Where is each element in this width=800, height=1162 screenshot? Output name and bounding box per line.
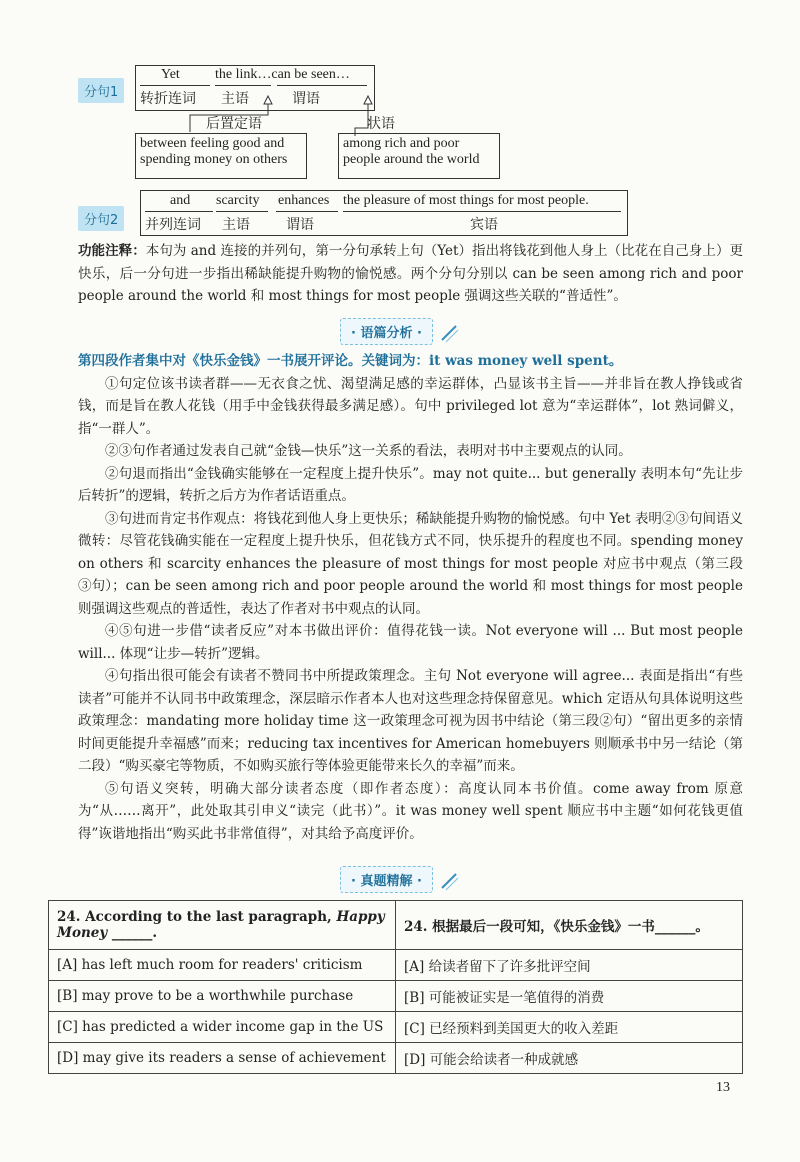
option-d-cn: [D] 可能会给读者一种成就感 <box>396 1043 743 1074</box>
post-attributive-box <box>135 133 307 179</box>
question-stem-en: 24. According to the last paragraph, Happy Money ______. <box>49 901 396 950</box>
analysis-intro: 第四段作者集中对《快乐金钱》一书展开评论。关键词为：it was money well spent。 <box>78 353 623 369</box>
clause1-word-link: the link…can be seen… <box>215 67 350 82</box>
post-attributive-line1: between feeling good and <box>140 136 285 151</box>
adverbial-line1: among rich and poor <box>343 136 460 151</box>
analysis-p4: ③句进而肯定书作观点：将钱花到他人身上更快乐；稀缺能提升购物的愉悦感。句中 Yet 表明②③句间语义微转：尽管花钱确实能在一定程度上提升快乐，但花钱方式不同，快乐提升的程度也不同。spending money on others 和 scarcity enhances the pleasure of most things for most people 对应书中观点（第三段③句）；can be seen among rich and poor people around the world 和 most things for most people 则强调这些观点的普适性，表达了作者对书中观点的认同。 <box>78 510 743 617</box>
analysis-p6: ④句指出很可能会有读者不赞同书中所提政策理念。主句 Not everyone will agree... 表面是指出“有些读者”可能并不认同书中政策理念，深层暗示作者本人也对这些理念持保留意见。which 定语从句具体说明这些政策理念：mandating more holiday time 这一政策理念可视为因书中结论（第三段②句）“留出更多的亲情时间更能提升幸福感”而来；reducing tax incentives for American homebuyers 则顺承书中另一结论（第二段）“购买豪宅等物质，不如购买旅行等体验更能带来长久的幸福”而来。 <box>78 668 743 774</box>
clause2-role-conj: 并列连词 <box>145 217 201 233</box>
clause2-role-subject: 主语 <box>222 217 250 233</box>
adverbial-box <box>338 133 500 179</box>
function-note <box>78 240 743 308</box>
clause2-role-object: 宾语 <box>470 217 498 233</box>
adverbial-line2: people around the world <box>343 152 480 167</box>
section-discourse-analysis <box>320 318 480 344</box>
option-b-cn: [B] 可能被证实是一笔值得的消费 <box>396 981 743 1012</box>
clause2-tag: 分句2 <box>78 206 124 231</box>
discourse-analysis-body <box>78 350 743 845</box>
clause1-role-subject: 主语 <box>221 91 249 107</box>
clause2-word-object: the pleasure of most things for most people. <box>343 193 589 208</box>
clause2-word-enhances: enhances <box>278 193 330 208</box>
post-attributive-line2: spending money on others <box>140 152 288 167</box>
analysis-p1: ①句定位该书读者群——无衣食之忧、渴望满足感的幸运群体，凸显该书主旨——并非旨在教人挣钱或省钱，而是旨在教人花钱（用手中金钱获得最多满足感）。句中 privileged lot 意为“幸运群体”，lot 熟词僻义，指“一群人”。 <box>78 375 743 437</box>
analysis-p5: ④⑤句进一步借“读者反应”对本书做出评价：值得花钱一读。Not everyone will ... But most people will... 体现“让步—转折”逻辑。 <box>78 623 743 662</box>
pen-icon <box>438 870 460 892</box>
adverbial-label: 状语 <box>367 116 395 132</box>
question-table <box>48 900 743 1074</box>
clause1-word-yet: Yet <box>161 67 180 82</box>
question-stem-cn: 24. 根据最后一段可知，《快乐金钱》一书______。 <box>396 901 743 950</box>
option-c-en: [C] has predicted a wider income gap in the US <box>49 1012 396 1043</box>
section-question-explained <box>320 866 480 892</box>
option-d-en: [D] may give its readers a sense of achievement <box>49 1043 396 1074</box>
option-a-en: [A] has left much room for readers' criticism <box>49 950 396 981</box>
clause2-word-and: and <box>170 193 191 208</box>
page-number: 13 <box>716 1080 730 1095</box>
analysis-p2: ②③句作者通过发表自己就“金钱—快乐”这一关系的看法，表明对书中主要观点的认同。 <box>105 443 632 459</box>
option-row <box>49 1012 743 1043</box>
section-discourse-title: · 语篇分析 · <box>340 318 433 345</box>
option-a-cn: [A] 给读者留下了许多批评空间 <box>396 950 743 981</box>
analysis-p7: ⑤句语义突转，明确大部分读者态度（即作者态度）：高度认同本书价值。come away from 原意为“从……离开”，此处取其引申义“读完（此书）”。it was money well spent 顺应书中主题“如何花钱更值得”诙谐地指出“购买此书非常值得”，对其给予高度评价。 <box>78 780 743 842</box>
clause1-tag: 分句1 <box>78 78 124 103</box>
option-c-cn: [C] 已经预料到美国更大的收入差距 <box>396 1012 743 1043</box>
function-note-text: 本句为 and 连接的并列句，第一分句承转上句（Yet）指出将钱花到他人身上（比花在自己身上）更快乐，后一分句进一步指出稀缺能提升购物的愉悦感。两个分句分别以 can be seen among rich and poor people around the world 和 most things for most people 强调这些关联的“普适性”。 <box>78 243 744 304</box>
clause1-role-conj: 转折连词 <box>140 91 196 107</box>
clause1-role-predicate: 谓语 <box>292 91 320 107</box>
option-b-en: [B] may prove to be a worthwhile purchase <box>49 981 396 1012</box>
question-stem-row <box>49 901 743 950</box>
option-row <box>49 981 743 1012</box>
analysis-p3: ②句退而指出“金钱确实能够在一定程度上提升快乐”。may not quite... but generally 表明本句“先让步后转折”的逻辑，转折之后方为作者话语重点。 <box>78 465 743 504</box>
section-question-title: · 真题精解 · <box>340 866 433 893</box>
function-note-label: 功能注释： <box>78 243 146 259</box>
clause2-role-predicate: 谓语 <box>286 217 314 233</box>
clause2-word-scarcity: scarcity <box>216 193 260 208</box>
post-attributive-label: 后置定语 <box>206 116 262 132</box>
option-row <box>49 1043 743 1074</box>
option-row <box>49 950 743 981</box>
pen-icon <box>438 322 460 344</box>
